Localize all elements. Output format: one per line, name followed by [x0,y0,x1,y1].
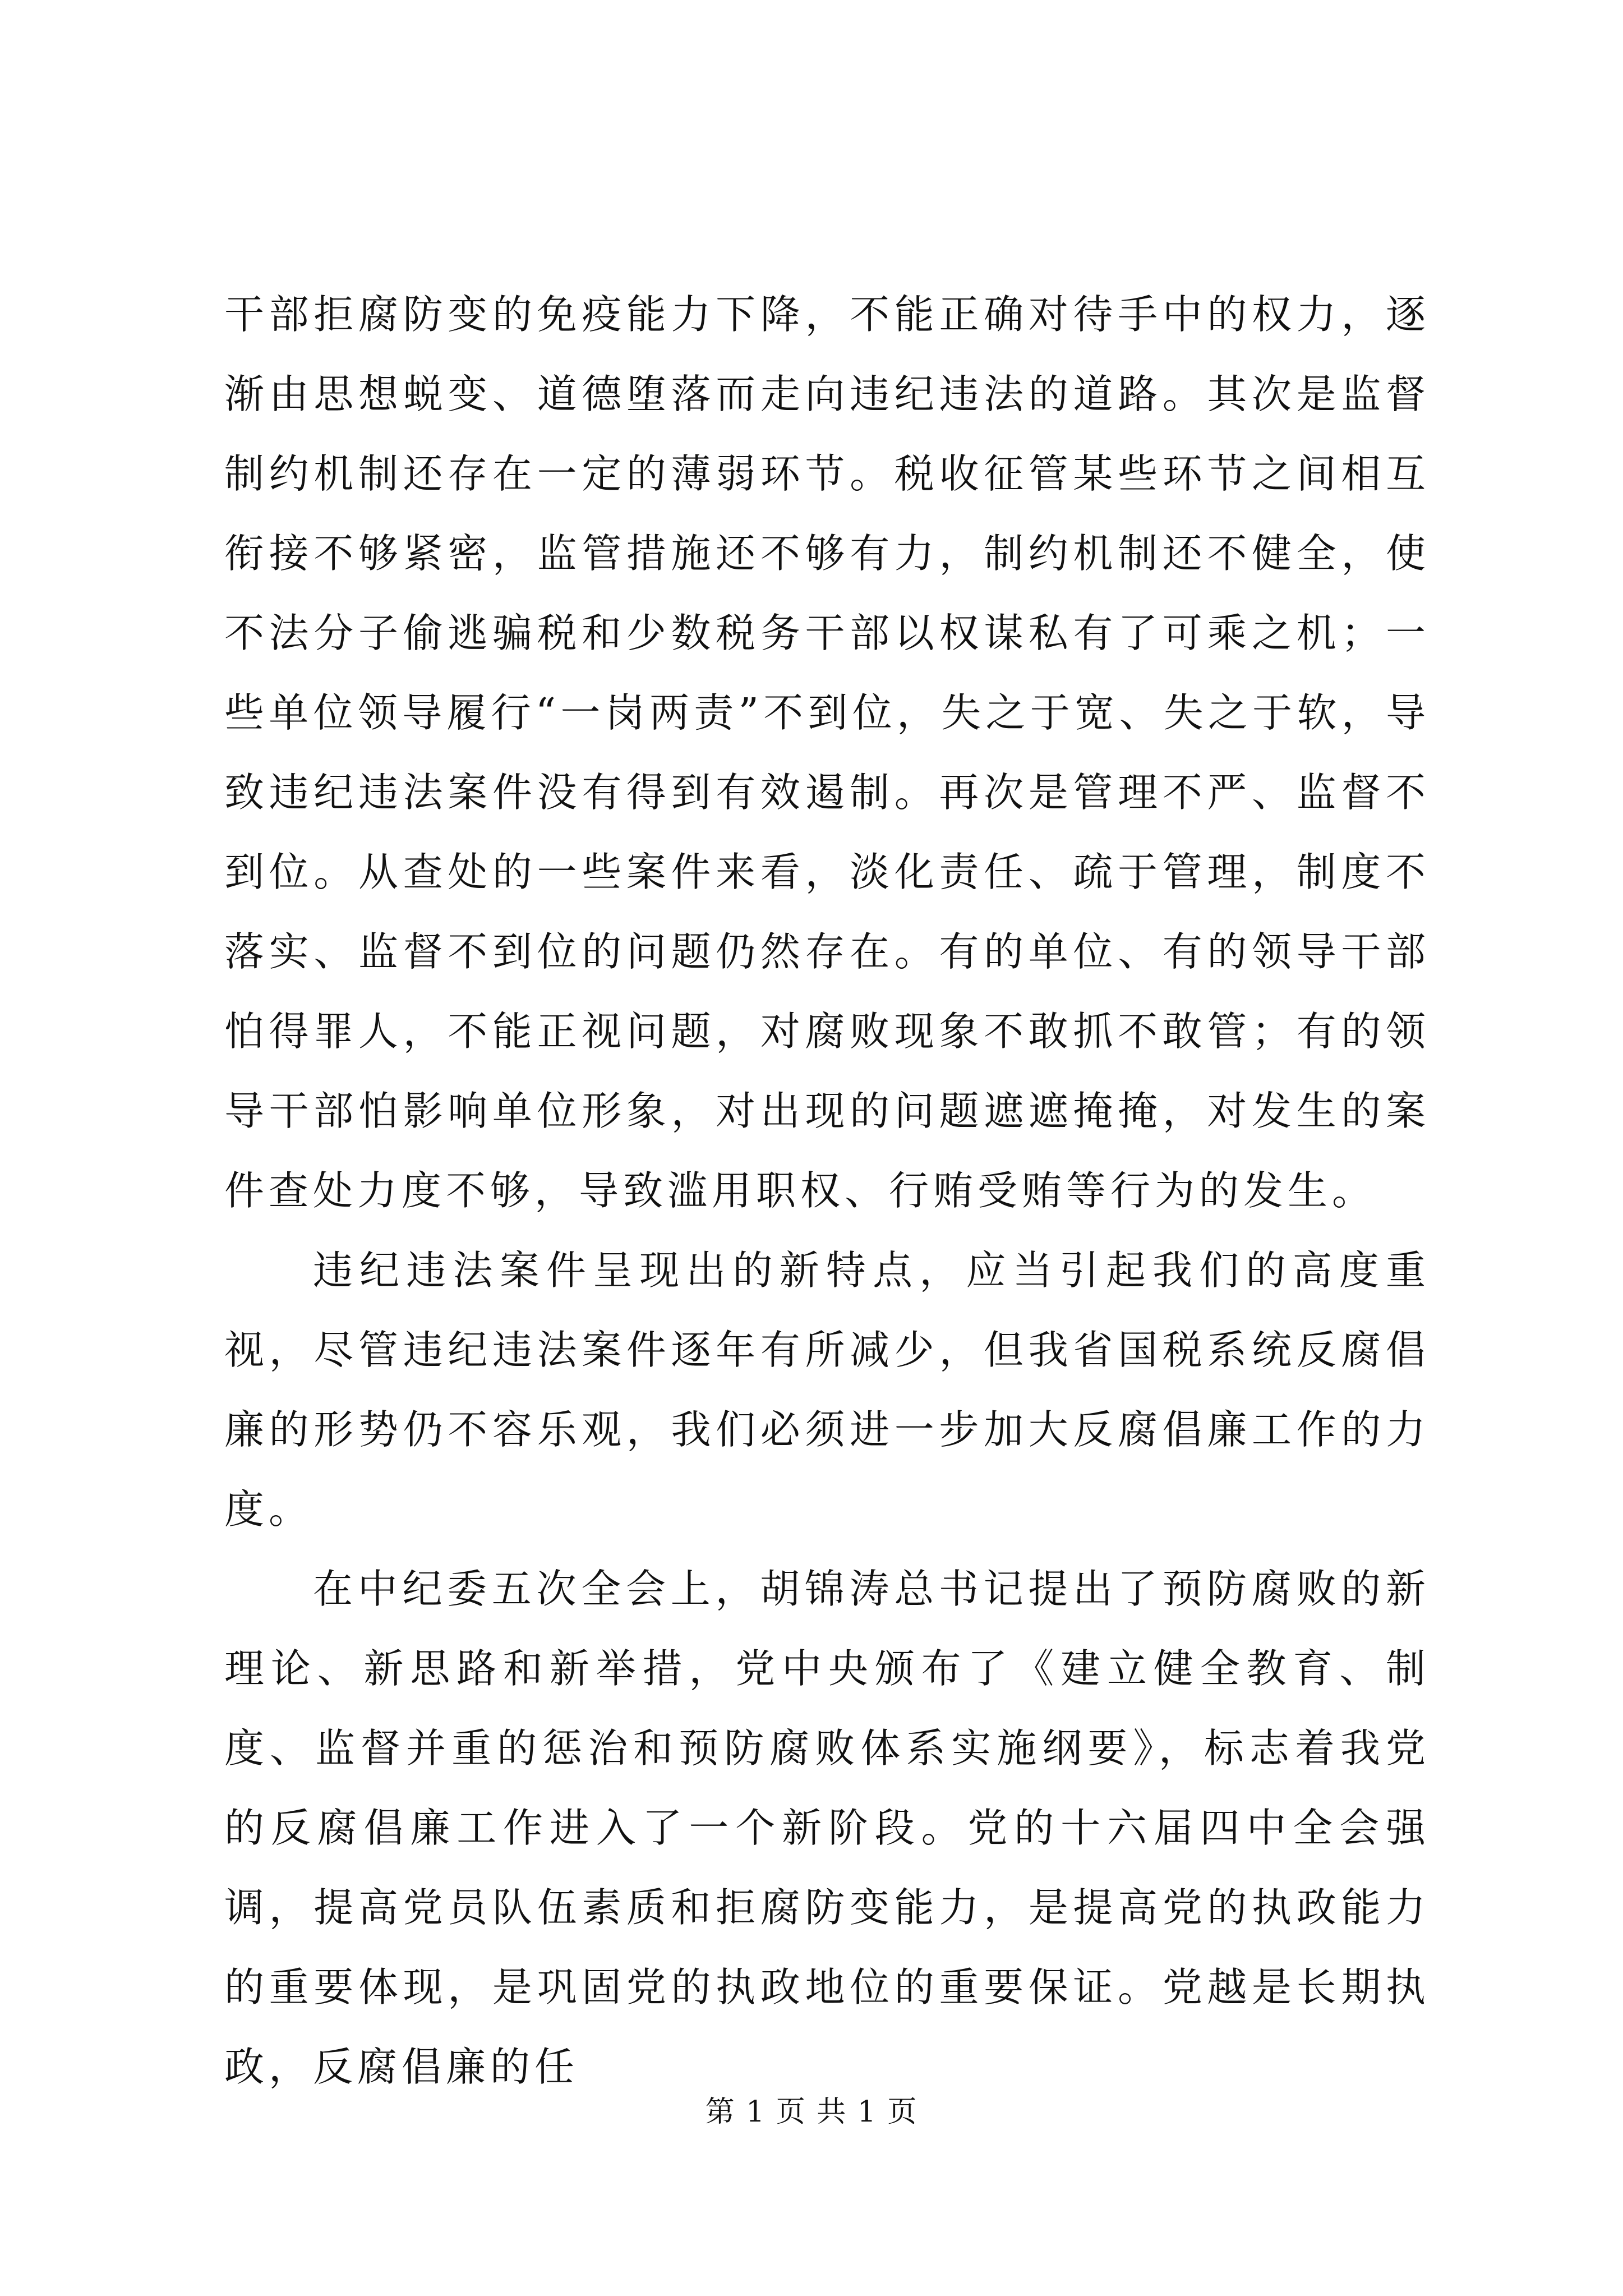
paragraph-continued: 干部拒腐防变的免疫能力下降，不能正确对待手中的权力，逐渐由思想蜕变、道德堕落而走向违纪违法的道路。其次是监督制约机制还存在一定的薄弱环节。税收征管某些环节之间相互衔接不够紧密，监管措施还不够有力，制约机制还不健全，使不法分子偷逃骗税和少数税务干部以权谋私有了可乘之机；一些单位领导履行“一岗两责”不到位，失之于宽、失之于软，导致违纪违法案件没有得到有效遏制。再次是管理不严、监督不到位。从查处的一些案件来看，淡化责任、疏于管理，制度不落实、监督不到位的问题仍然存在。有的单位、有的领导干部怕得罪人，不能正视问题，对腐败现象不敢抓不敢管；有的领导干部怕影响单位形象，对出现的问题遮遮掩掩，对发生的案件查处力度不够，导致滥用职权、行贿受贿等行为的发生。 [224,291,1430,1214]
page-footer: 第 1 页 共 1 页 [705,2095,918,2129]
paragraph: 违纪违法案件呈现出的新特点，应当引起我们的高度重视，尽管违纪违法案件逐年有所减少，但我省国税系统反腐倡廉的形势仍不容乐观，我们必须进一步加大反腐倡廉工作的力度。 [224,1247,1430,1533]
paragraph: 在中纪委五次全会上，胡锦涛总书记提出了预防腐败的新理论、新思路和新举措，党中央颁布了《建立健全教育、制度、监督并重的惩治和预防腐败体系实施纲要》，标志着我党的反腐倡廉工作进入了一个新阶段。党的十六届四中全会强调，提高党员队伍素质和拒腐防变能力，是提高党的执政能力的重要体现，是巩固党的执政地位的重要保证。党越是长期执政，反腐倡廉的任 [224,1566,1430,2090]
document-body [224,275,1430,2107]
